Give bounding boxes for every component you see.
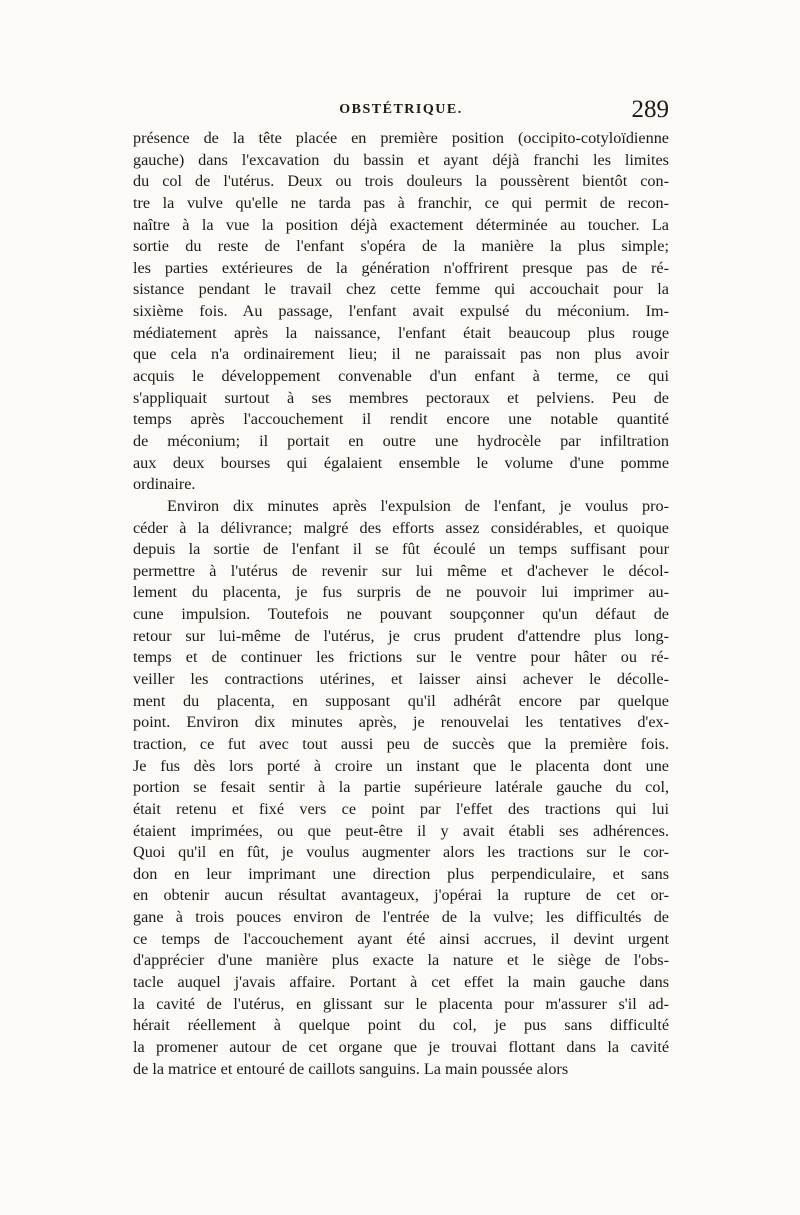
text-line: sistance pendant le travail chez cette femme qui accouchait pour la bbox=[133, 280, 669, 299]
text-line: temps et de continuer les frictions sur le ventre pour hâter ou ré- bbox=[133, 648, 669, 667]
text-line: la cavité de l'utérus, en glissant sur le placenta pour m'assurer s'il ad- bbox=[133, 994, 669, 1013]
text-line: portion se fesait sentir à la partie supérieure latérale gauche du col, bbox=[133, 778, 669, 797]
body-text bbox=[133, 128, 669, 1080]
text-line: médiatement après la naissance, l'enfant était beaucoup plus rouge bbox=[133, 323, 669, 342]
text-line: sortie du reste de l'enfant s'opéra de la manière la plus simple; bbox=[133, 237, 669, 256]
text-line: veiller les contractions utérines, et laisser ainsi achever le décolle- bbox=[133, 670, 669, 689]
text-line: sixième fois. Au passage, l'enfant avait expulsé du méconium. Im- bbox=[133, 302, 669, 321]
text-line: point. Environ dix minutes après, je renouvelai les tentatives d'ex- bbox=[133, 713, 669, 732]
text-line: les parties extérieures de la génération n'offrirent presque pas de ré- bbox=[133, 258, 669, 277]
text-line: que cela n'a ordinairement lieu; il ne paraissait pas non plus avoir bbox=[133, 345, 669, 364]
text-line: Environ dix minutes après l'expulsion de l'enfant, je voulus pro- bbox=[167, 496, 669, 515]
text-line: de méconium; il portait en outre une hydrocèle par infiltration bbox=[133, 431, 669, 450]
text-line: ce temps de l'accouchement ayant été ainsi accrues, il devint urgent bbox=[133, 929, 669, 948]
text-line: la promener autour de cet organe que je trouvai flottant dans la cavité bbox=[133, 1037, 669, 1056]
text-line: ment du placenta, en supposant qu'il adhérât encore par quelque bbox=[133, 691, 669, 710]
text-line: hérait réellement à quelque point du col, je pus sans difficulté bbox=[133, 1016, 669, 1035]
text-line: du col de l'utérus. Deux ou trois douleurs la poussèrent bientôt con- bbox=[133, 172, 669, 191]
text-line: naître à la vue la position déjà exactement déterminée au toucher. La bbox=[133, 215, 669, 234]
text-line: gauche) dans l'excavation du bassin et ayant déjà franchi les limites bbox=[133, 150, 669, 169]
page-header bbox=[133, 96, 669, 126]
text-line: cune impulsion. Toutefois ne pouvant soupçonner qu'un défaut de bbox=[133, 605, 669, 624]
text-line: étaient imprimées, ou que peut-être il y avait établi ses adhérences. bbox=[133, 821, 669, 840]
text-line: permettre à l'utérus de revenir sur lui même et d'achever le décol- bbox=[133, 561, 669, 580]
text-line: temps après l'accouchement il rendit encore une notable quantité bbox=[133, 410, 669, 429]
text-line: tacle auquel j'avais affaire. Portant à cet effet la main gauche dans bbox=[133, 972, 669, 991]
text-line: céder à la délivrance; malgré des efforts assez considérables, et quoique bbox=[133, 518, 669, 537]
text-line: Je fus dès lors porté à croire un instant que le placenta dont une bbox=[133, 756, 669, 775]
text-line: était retenu et fixé vers ce point par l'effet des tractions qui lui bbox=[133, 799, 669, 818]
running-title: OBSTÉTRIQUE. bbox=[339, 102, 463, 117]
text-line: présence de la tête placée en première position (occipito-cotyloïdienne bbox=[133, 129, 669, 147]
text-line: ordinaire. bbox=[133, 475, 196, 494]
text-line: acquis le développement convenable d'un enfant à terme, ce qui bbox=[133, 367, 669, 386]
text-line: traction, ce fut avec tout aussi peu de succès que la première fois. bbox=[133, 734, 669, 753]
page-number: 289 bbox=[631, 96, 669, 123]
text-line: en obtenir aucun résultat avantageux, j'opérai la rupture de cet or- bbox=[133, 886, 669, 905]
text-line: gane à trois pouces environ de l'entrée de la vulve; les difficultés de bbox=[133, 908, 669, 927]
text-line: retour sur lui-même de l'utérus, je crus prudent d'attendre plus long- bbox=[133, 626, 669, 645]
text-line: lement du placenta, je fus surpris de ne pouvoir lui imprimer au- bbox=[133, 583, 669, 602]
text-line: depuis la sortie de l'enfant il se fût écoulé un temps suffisant pour bbox=[133, 540, 669, 559]
text-line: tre la vulve qu'elle ne tarda pas à franchir, ce qui permit de recon- bbox=[133, 193, 669, 212]
text-line: de la matrice et entouré de caillots sanguins. La main poussée alors bbox=[133, 1059, 569, 1078]
text-line: s'appliquait surtout à ses membres pectoraux et pelviens. Peu de bbox=[133, 388, 669, 407]
text-line: Quoi qu'il en fût, je voulus augmenter alors les tractions sur le cor- bbox=[133, 843, 669, 862]
text-line: don en leur imprimant une direction plus perpendiculaire, et sans bbox=[133, 864, 669, 883]
text-line: aux deux bourses qui égalaient ensemble le volume d'une pomme bbox=[133, 453, 669, 472]
text-line: d'apprécier d'une manière plus exacte la nature et le siège de l'obs- bbox=[133, 951, 669, 970]
